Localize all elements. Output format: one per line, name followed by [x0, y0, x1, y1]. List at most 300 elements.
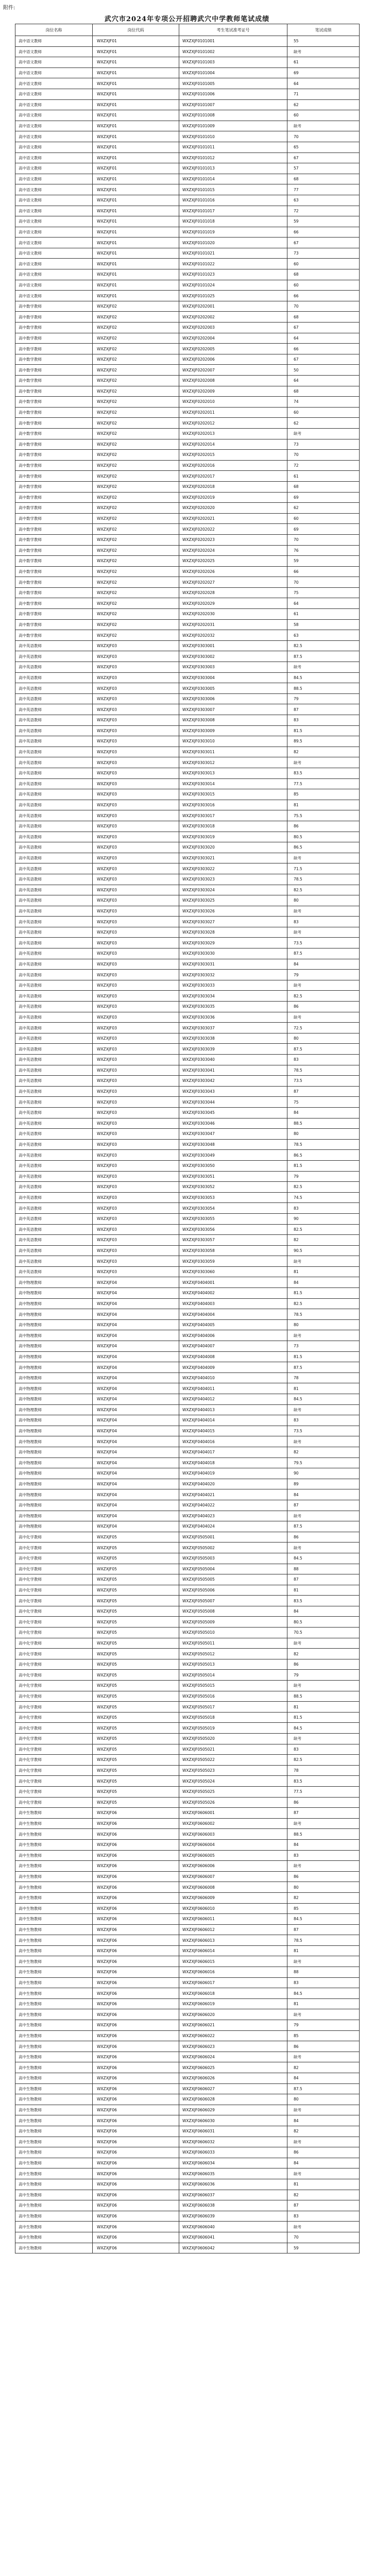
- cell-post-name: 高中生物教师: [15, 1903, 93, 1914]
- cell-post-code: WXZXJF04: [93, 1404, 179, 1415]
- cell-ticket-number: WXZXJF0202027: [179, 577, 287, 588]
- cell-post-code: WXZXJF02: [93, 323, 179, 333]
- cell-post-code: WXZXJF04: [93, 1330, 179, 1341]
- cell-post-code: WXZXJF05: [93, 1765, 179, 1776]
- cell-post-name: 高中生物教师: [15, 2062, 93, 2073]
- cell-score: 60: [287, 259, 360, 269]
- cell-score: 82.5: [287, 1224, 360, 1235]
- cell-post-code: WXZXJF05: [93, 1596, 179, 1606]
- cell-ticket-number: WXZXJF0303048: [179, 1139, 287, 1150]
- cell-score: 59: [287, 556, 360, 567]
- cell-ticket-number: WXZXJF0303042: [179, 1076, 287, 1087]
- cell-post-code: WXZXJF05: [93, 1649, 179, 1659]
- cell-post-code: WXZXJF02: [93, 312, 179, 323]
- table-row: [15, 1277, 360, 1288]
- cell-post-name: 高中英语教师: [15, 1023, 93, 1033]
- cell-post-name: 高中化学教师: [15, 1765, 93, 1776]
- cell-post-code: WXZXJF03: [93, 948, 179, 959]
- cell-post-code: WXZXJF03: [93, 1097, 179, 1108]
- cell-ticket-number: WXZXJF0303012: [179, 757, 287, 768]
- cell-ticket-number: WXZXJF0505014: [179, 1670, 287, 1681]
- cell-post-name: 高中数学教师: [15, 376, 93, 386]
- table-row: [15, 980, 360, 991]
- cell-ticket-number: WXZXJF0606031: [179, 2126, 287, 2137]
- cell-post-name: 高中英语教师: [15, 715, 93, 726]
- cell-post-code: WXZXJF06: [93, 1808, 179, 1819]
- table-row: [15, 1606, 360, 1617]
- cell-ticket-number: WXZXJF0606005: [179, 1850, 287, 1861]
- cell-ticket-number: WXZXJF0303041: [179, 1065, 287, 1076]
- cell-post-code: WXZXJF01: [93, 152, 179, 163]
- cell-score: 80: [287, 2094, 360, 2105]
- cell-score: 81.5: [287, 1288, 360, 1299]
- cell-score: 82.5: [287, 1755, 360, 1766]
- cell-score: 50: [287, 365, 360, 376]
- cell-ticket-number: WXZXJF0505015: [179, 1681, 287, 1691]
- cell-score: 80: [287, 1033, 360, 1044]
- table-row: [15, 874, 360, 885]
- cell-post-name: 高中英语教师: [15, 842, 93, 853]
- cell-post-name: 高中语文教师: [15, 99, 93, 110]
- cell-post-code: WXZXJF06: [93, 1818, 179, 1829]
- cell-post-name: 高中物理教师: [15, 1458, 93, 1468]
- cell-score: 66: [287, 566, 360, 577]
- table-row: [15, 1521, 360, 1532]
- cell-post-name: 高中数学教师: [15, 587, 93, 598]
- cell-post-name: 高中生物教师: [15, 1998, 93, 2009]
- cell-score: 86: [287, 821, 360, 832]
- cell-score: 缺考: [287, 1436, 360, 1447]
- table-row: [15, 460, 360, 471]
- cell-post-code: WXZXJF03: [93, 651, 179, 662]
- cell-score: 78.5: [287, 1309, 360, 1320]
- table-row: [15, 1319, 360, 1330]
- cell-ticket-number: WXZXJF0202019: [179, 492, 287, 503]
- cell-score: 75: [287, 587, 360, 598]
- cell-post-name: 高中英语教师: [15, 747, 93, 757]
- cell-post-name: 高中数学教师: [15, 354, 93, 365]
- cell-score: 87.5: [287, 948, 360, 959]
- cell-ticket-number: WXZXJF0303023: [179, 874, 287, 885]
- cell-score: 81: [287, 800, 360, 810]
- cell-post-code: WXZXJF06: [93, 1892, 179, 1903]
- cell-score: 64: [287, 333, 360, 344]
- cell-ticket-number: WXZXJF0303001: [179, 640, 287, 651]
- cell-score: 86: [287, 2147, 360, 2158]
- cell-post-name: 高中数学教师: [15, 534, 93, 545]
- table-row: [15, 524, 360, 535]
- cell-post-name: 高中数学教师: [15, 513, 93, 524]
- cell-post-name: 高中物理教师: [15, 1447, 93, 1458]
- cell-post-code: WXZXJF05: [93, 1564, 179, 1574]
- cell-score: 80: [287, 1129, 360, 1140]
- cell-post-code: WXZXJF02: [93, 418, 179, 429]
- cell-post-code: WXZXJF06: [93, 1839, 179, 1850]
- table-row: [15, 1076, 360, 1087]
- cell-ticket-number: WXZXJF0303059: [179, 1256, 287, 1267]
- cell-post-name: 高中生物教师: [15, 1808, 93, 1819]
- cell-post-code: WXZXJF03: [93, 959, 179, 970]
- column-header-post-code: 岗位代码: [93, 24, 179, 36]
- cell-score: 87.5: [287, 1521, 360, 1532]
- cell-post-code: WXZXJF02: [93, 407, 179, 418]
- cell-ticket-number: WXZXJF0404023: [179, 1511, 287, 1521]
- cell-score: 87: [287, 2200, 360, 2211]
- cell-ticket-number: WXZXJF0505021: [179, 1744, 287, 1755]
- table-row: [15, 1404, 360, 1415]
- cell-score: 缺考: [287, 757, 360, 768]
- cell-post-name: 高中生物教师: [15, 2232, 93, 2243]
- cell-post-code: WXZXJF03: [93, 1192, 179, 1203]
- cell-post-name: 高中英语教师: [15, 693, 93, 704]
- table-row: [15, 174, 360, 184]
- cell-post-name: 高中语文教师: [15, 163, 93, 174]
- cell-score: 79: [287, 970, 360, 980]
- table-row: [15, 693, 360, 704]
- table-row: [15, 1585, 360, 1596]
- table-row: [15, 885, 360, 895]
- cell-post-code: WXZXJF01: [93, 216, 179, 227]
- cell-post-code: WXZXJF02: [93, 471, 179, 482]
- cell-post-name: 高中数学教师: [15, 312, 93, 323]
- cell-post-code: WXZXJF06: [93, 1882, 179, 1893]
- cell-post-name: 高中语文教师: [15, 57, 93, 68]
- table-row: [15, 1776, 360, 1787]
- cell-post-code: WXZXJF06: [93, 2062, 179, 2073]
- cell-score: 62: [287, 503, 360, 514]
- cell-score: 83: [287, 1055, 360, 1065]
- table-row: [15, 1330, 360, 1341]
- cell-score: 81: [287, 1998, 360, 2009]
- cell-ticket-number: WXZXJF0303046: [179, 1118, 287, 1129]
- cell-post-name: 高中英语教师: [15, 1044, 93, 1055]
- cell-ticket-number: WXZXJF0303029: [179, 938, 287, 948]
- table-row: [15, 471, 360, 482]
- cell-score: 57: [287, 163, 360, 174]
- cell-ticket-number: WXZXJF0202030: [179, 609, 287, 620]
- cell-post-name: 高中英语教师: [15, 1182, 93, 1193]
- cell-post-code: WXZXJF04: [93, 1500, 179, 1511]
- cell-post-name: 高中生物教师: [15, 2137, 93, 2147]
- cell-score: 缺考: [287, 121, 360, 131]
- cell-score: 84: [287, 959, 360, 970]
- table-row: [15, 1224, 360, 1235]
- cell-post-name: 高中物理教师: [15, 1277, 93, 1288]
- cell-post-name: 高中化学教师: [15, 1702, 93, 1713]
- table-row: [15, 2232, 360, 2243]
- cell-post-name: 高中数学教师: [15, 503, 93, 514]
- cell-ticket-number: WXZXJF0606022: [179, 2030, 287, 2041]
- cell-post-code: WXZXJF01: [93, 227, 179, 238]
- cell-score: 67: [287, 323, 360, 333]
- cell-post-name: 高中语文教师: [15, 280, 93, 291]
- cell-score: 71: [287, 89, 360, 99]
- cell-post-name: 高中化学教师: [15, 1596, 93, 1606]
- table-row: [15, 513, 360, 524]
- table-row: [15, 651, 360, 662]
- cell-score: 缺考: [287, 1638, 360, 1649]
- table-row: [15, 1712, 360, 1723]
- cell-post-name: 高中英语教师: [15, 863, 93, 874]
- cell-ticket-number: WXZXJF0202031: [179, 619, 287, 630]
- cell-score: 86: [287, 1532, 360, 1543]
- cell-post-name: 高中英语教师: [15, 980, 93, 991]
- cell-post-name: 高中英语教师: [15, 874, 93, 885]
- cell-post-name: 高中化学教师: [15, 1723, 93, 1734]
- cell-post-name: 高中化学教师: [15, 1649, 93, 1659]
- cell-score: 83.5: [287, 1596, 360, 1606]
- cell-post-name: 高中英语教师: [15, 991, 93, 1002]
- cell-post-code: WXZXJF06: [93, 2243, 179, 2253]
- cell-post-code: WXZXJF01: [93, 67, 179, 78]
- cell-score: 82: [287, 2190, 360, 2200]
- cell-post-code: WXZXJF01: [93, 121, 179, 131]
- cell-ticket-number: WXZXJF0505020: [179, 1734, 287, 1744]
- table-row: [15, 57, 360, 68]
- cell-ticket-number: WXZXJF0101013: [179, 163, 287, 174]
- cell-ticket-number: WXZXJF0303050: [179, 1160, 287, 1171]
- cell-score: 78: [287, 1372, 360, 1383]
- cell-score: 缺考: [287, 1734, 360, 1744]
- cell-ticket-number: WXZXJF0202017: [179, 471, 287, 482]
- cell-post-name: 高中生物教师: [15, 2158, 93, 2168]
- table-row: [15, 1351, 360, 1362]
- cell-post-code: WXZXJF04: [93, 1415, 179, 1426]
- cell-score: 87: [287, 1086, 360, 1097]
- cell-post-code: WXZXJF02: [93, 619, 179, 630]
- cell-post-code: WXZXJF03: [93, 768, 179, 778]
- cell-post-name: 高中生物教师: [15, 1967, 93, 1978]
- cell-post-code: WXZXJF02: [93, 450, 179, 461]
- table-row: [15, 1426, 360, 1436]
- cell-score: 86.5: [287, 842, 360, 853]
- cell-post-code: WXZXJF05: [93, 1755, 179, 1766]
- table-row: [15, 1383, 360, 1394]
- cell-post-code: WXZXJF05: [93, 1659, 179, 1670]
- cell-ticket-number: WXZXJF0606035: [179, 2168, 287, 2179]
- cell-score: 87: [287, 1500, 360, 1511]
- cell-post-code: WXZXJF04: [93, 1479, 179, 1489]
- cell-post-code: WXZXJF05: [93, 1712, 179, 1723]
- cell-post-code: WXZXJF03: [93, 662, 179, 673]
- cell-post-name: 高中生物教师: [15, 2222, 93, 2232]
- cell-ticket-number: WXZXJF0404002: [179, 1288, 287, 1299]
- cell-post-code: WXZXJF03: [93, 704, 179, 715]
- table-row: [15, 704, 360, 715]
- cell-ticket-number: WXZXJF0202023: [179, 534, 287, 545]
- cell-score: 82: [287, 1447, 360, 1458]
- table-row: [15, 832, 360, 842]
- cell-score: 84.5: [287, 1553, 360, 1564]
- cell-post-code: WXZXJF03: [93, 725, 179, 736]
- cell-post-code: WXZXJF01: [93, 163, 179, 174]
- cell-score: 83: [287, 1850, 360, 1861]
- cell-score: 70: [287, 450, 360, 461]
- table-row: [15, 683, 360, 694]
- cell-score: 缺考: [287, 662, 360, 673]
- table-row: [15, 248, 360, 259]
- cell-score: 84: [287, 2073, 360, 2084]
- cell-score: 88.5: [287, 1118, 360, 1129]
- cell-score: 缺考: [287, 1956, 360, 1967]
- cell-ticket-number: WXZXJF0505011: [179, 1638, 287, 1649]
- cell-post-name: 高中生物教师: [15, 1945, 93, 1956]
- cell-post-code: WXZXJF03: [93, 778, 179, 789]
- cell-score: 缺考: [287, 2105, 360, 2115]
- cell-score: 81.5: [287, 1712, 360, 1723]
- table-row: [15, 1235, 360, 1246]
- table-row: [15, 800, 360, 810]
- cell-ticket-number: WXZXJF0404013: [179, 1404, 287, 1415]
- cell-score: 73: [287, 1341, 360, 1352]
- cell-post-name: 高中语文教师: [15, 248, 93, 259]
- cell-score: 缺考: [287, 2168, 360, 2179]
- cell-post-code: WXZXJF02: [93, 333, 179, 344]
- table-row: [15, 1086, 360, 1097]
- table-row: [15, 1256, 360, 1267]
- table-row: [15, 142, 360, 152]
- cell-score: 67: [287, 238, 360, 248]
- cell-post-code: WXZXJF06: [93, 1998, 179, 2009]
- cell-score: 83: [287, 1744, 360, 1755]
- table-row: [15, 1617, 360, 1628]
- cell-post-name: 高中英语教师: [15, 1150, 93, 1161]
- cell-score: 68: [287, 174, 360, 184]
- cell-ticket-number: WXZXJF0303060: [179, 1266, 287, 1277]
- cell-ticket-number: WXZXJF0202002: [179, 312, 287, 323]
- table-row: [15, 1574, 360, 1585]
- table-row: [15, 640, 360, 651]
- cell-post-code: WXZXJF03: [93, 980, 179, 991]
- cell-score: 64: [287, 598, 360, 609]
- cell-ticket-number: WXZXJF0505026: [179, 1797, 287, 1808]
- cell-post-code: WXZXJF04: [93, 1468, 179, 1479]
- cell-post-name: 高中英语教师: [15, 1160, 93, 1171]
- cell-score: 68: [287, 312, 360, 323]
- cell-ticket-number: WXZXJF0404024: [179, 1521, 287, 1532]
- cell-ticket-number: WXZXJF0101017: [179, 206, 287, 216]
- cell-post-name: 高中英语教师: [15, 1076, 93, 1087]
- cell-ticket-number: WXZXJF0606012: [179, 1924, 287, 1935]
- cell-score: 64: [287, 78, 360, 89]
- table-row: [15, 2147, 360, 2158]
- cell-post-name: 高中英语教师: [15, 1224, 93, 1235]
- cell-score: 84: [287, 2158, 360, 2168]
- cell-post-name: 高中物理教师: [15, 1383, 93, 1394]
- cell-post-name: 高中英语教师: [15, 1203, 93, 1214]
- cell-post-code: WXZXJF06: [93, 2083, 179, 2094]
- table-row: [15, 1892, 360, 1903]
- cell-score: 缺考: [287, 906, 360, 917]
- cell-post-name: 高中英语教师: [15, 789, 93, 800]
- cell-score: 80: [287, 1882, 360, 1893]
- cell-score: 72.5: [287, 1023, 360, 1033]
- cell-ticket-number: WXZXJF0303016: [179, 800, 287, 810]
- cell-post-name: 高中物理教师: [15, 1468, 93, 1479]
- cell-ticket-number: WXZXJF0202007: [179, 365, 287, 376]
- cell-post-name: 高中英语教师: [15, 1213, 93, 1224]
- cell-post-code: WXZXJF03: [93, 821, 179, 832]
- table-row: [15, 948, 360, 959]
- cell-ticket-number: WXZXJF0303043: [179, 1086, 287, 1097]
- cell-post-name: 高中英语教师: [15, 672, 93, 683]
- cell-post-code: WXZXJF06: [93, 2147, 179, 2158]
- cell-score: 缺考: [287, 46, 360, 57]
- cell-ticket-number: WXZXJF0505018: [179, 1712, 287, 1723]
- table-row: [15, 672, 360, 683]
- cell-post-code: WXZXJF03: [93, 927, 179, 938]
- table-row: [15, 1394, 360, 1405]
- cell-post-code: WXZXJF06: [93, 1924, 179, 1935]
- cell-post-name: 高中生物教师: [15, 2020, 93, 2031]
- cell-ticket-number: WXZXJF0606032: [179, 2137, 287, 2147]
- table-row: [15, 1998, 360, 2009]
- cell-ticket-number: WXZXJF0404022: [179, 1500, 287, 1511]
- table-row: [15, 1808, 360, 1819]
- cell-ticket-number: WXZXJF0505012: [179, 1649, 287, 1659]
- cell-ticket-number: WXZXJF0404015: [179, 1426, 287, 1436]
- cell-ticket-number: WXZXJF0303026: [179, 906, 287, 917]
- table-row: [15, 1829, 360, 1840]
- cell-post-name: 高中生物教师: [15, 2105, 93, 2115]
- cell-post-name: 高中英语教师: [15, 853, 93, 863]
- cell-post-code: WXZXJF03: [93, 1107, 179, 1118]
- cell-ticket-number: WXZXJF0202006: [179, 354, 287, 365]
- cell-post-name: 高中生物教师: [15, 1850, 93, 1861]
- cell-ticket-number: WXZXJF0606021: [179, 2020, 287, 2031]
- cell-ticket-number: WXZXJF0404006: [179, 1330, 287, 1341]
- cell-score: 72: [287, 460, 360, 471]
- cell-ticket-number: WXZXJF0404016: [179, 1436, 287, 1447]
- table-row: [15, 46, 360, 57]
- cell-post-name: 高中化学教师: [15, 1786, 93, 1797]
- cell-score: 69: [287, 524, 360, 535]
- cell-ticket-number: WXZXJF0303056: [179, 1224, 287, 1235]
- cell-score: 84.5: [287, 1914, 360, 1925]
- cell-post-code: WXZXJF06: [93, 2190, 179, 2200]
- cell-score: 86.5: [287, 1150, 360, 1161]
- table-row: [15, 577, 360, 588]
- table-row: [15, 2211, 360, 2222]
- table-row: [15, 1309, 360, 1320]
- cell-ticket-number: WXZXJF0606018: [179, 1988, 287, 1999]
- cell-score: 73.5: [287, 1426, 360, 1436]
- cell-post-name: 高中英语教师: [15, 1097, 93, 1108]
- table-row: [15, 428, 360, 439]
- cell-score: 78.5: [287, 1935, 360, 1946]
- cell-post-name: 高中英语教师: [15, 832, 93, 842]
- cell-post-code: WXZXJF05: [93, 1574, 179, 1585]
- cell-ticket-number: WXZXJF0101014: [179, 174, 287, 184]
- cell-post-code: WXZXJF06: [93, 2200, 179, 2211]
- cell-score: 85: [287, 1903, 360, 1914]
- table-row: [15, 906, 360, 917]
- table-row: [15, 2052, 360, 2062]
- cell-post-code: WXZXJF03: [93, 1160, 179, 1171]
- cell-post-code: WXZXJF05: [93, 1628, 179, 1638]
- cell-ticket-number: WXZXJF0101016: [179, 195, 287, 206]
- cell-score: 84.5: [287, 1394, 360, 1405]
- table-row: [15, 121, 360, 131]
- cell-score: 60: [287, 110, 360, 121]
- cell-ticket-number: WXZXJF0101025: [179, 291, 287, 301]
- table-row: [15, 1129, 360, 1140]
- table-row: [15, 2190, 360, 2200]
- table-row: [15, 1160, 360, 1171]
- cell-post-code: WXZXJF06: [93, 2041, 179, 2052]
- cell-score: 90: [287, 1468, 360, 1479]
- table-row: [15, 1266, 360, 1277]
